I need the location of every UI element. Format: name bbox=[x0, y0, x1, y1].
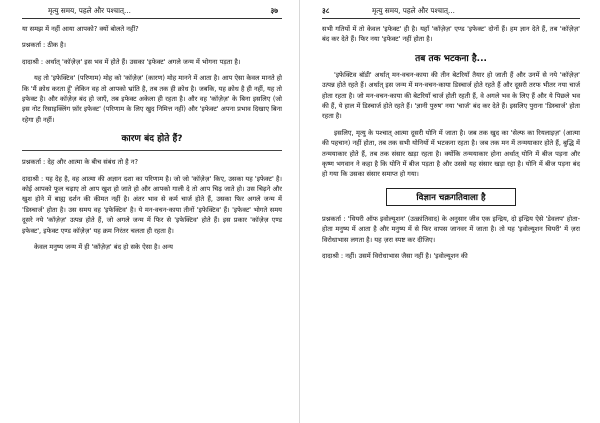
right-running-header bbox=[322, 6, 580, 19]
left-header-title: मृत्यु समय, पहले और पश्चात्... bbox=[48, 6, 131, 15]
paragraph: दादाश्री : यह देह है, वह आत्मा की अज्ञान दशा का परिणाम है। जो जो 'कॉज़ेज़' किए, उसका यह 'इफेक्ट' है। कोई आपको फूल चढ़ाए तो आप खुश हो जाते हो और आपको गाली दे तो आप चिढ़ जाते हो। उस चिढ़ने और खुश होने में बाह्य दर्शन की कीमत नहीं है। अंतर भाव से कर्म चार्ज होते हैं, उसका फिर अगले जन्म में 'डिस्चार्ज' होता है। उस समय वह 'इफेक्टिव' है। ये मन-वचन-काया तीनों 'इफेक्टिव' हैं। 'इफेक्ट' भोगते समय दूसरे नये 'कॉज़ेज़' उत्पन्न होते हैं, जो अगले जन्म में फिर से 'इफेक्टिव' होते हैं। इस प्रकार 'कॉज़ेज़ एण्ड इफेक्ट', इफेक्ट एण्ड कॉज़ेज़' यह क्रम निरंतर चलता ही रहता है। bbox=[22, 174, 282, 235]
right-header-title: मृत्यु समय, पहले और पश्चात्... bbox=[372, 6, 455, 15]
divider bbox=[22, 150, 282, 151]
left-page-number: ३७ bbox=[270, 6, 278, 15]
right-page-number: ३८ bbox=[322, 6, 330, 15]
section-heading: तब तक भटकना है... bbox=[415, 53, 487, 64]
paragraph: प्रश्नकर्ता : देह और आत्मा के बीच संबंध तो है न? bbox=[22, 158, 138, 167]
paragraph: दादाश्री : नहीं। उसमें विरोधाभास जैसा नहीं है। 'इवोल्यूशन की bbox=[322, 252, 468, 261]
paragraph: इसलिए, मृत्यु के पश्चात् आत्मा दूसरी योनि में जाता है। जब तक खुद का 'सेल्फ का रियलाइज़' (आत्मा की पहचान) नहीं होता, तब तक सभी योनियों में भटकना रहता है। जब तक मन में तन्मयाकार होते हैं, बुद्धि में तन्मयाकार होते हैं, तब तक संसार खड़ा रहता है। क्योंकि तन्मयाकार होना अर्थात् योनि में बीज पड़ना और कृष्ण भगवान ने कहा है कि योनि में बीज पड़ता है और उससे यह संसार खड़ा रहा है। योनि में बीज पड़ना बंद हो गया कि उसका संसार समाप्त हो गया। bbox=[322, 128, 580, 179]
section-heading: कारण बंद होते हैं? bbox=[121, 134, 183, 145]
paragraph: प्रश्नकर्ता : ठीक है। bbox=[22, 41, 67, 50]
paragraph: केवल मनुष्य जन्म में ही 'कॉज़ेज़' बंद हो सके ऐसा है। अन्य bbox=[34, 243, 173, 252]
paragraph: सभी गतियों में तो केवल 'इफेक्ट' ही है। यहाँ 'कॉज़ेज़' एण्ड 'इफेक्ट' दोनों हैं। हम ज्ञान देते हैं, तब 'कॉज़ेज़' बंद कर देते हैं। फिर नया 'इफेक्ट' नहीं होता है। bbox=[322, 25, 580, 44]
paragraph: या समझ में नहीं आया आपको? क्यों बोलते नहीं? bbox=[22, 25, 139, 33]
paragraph: दादाश्री : अर्थात् 'कॉज़ेज़' इस भव में होते हैं। उसका 'इफेक्ट' अगले जन्म में भोगना पड़ता है। bbox=[22, 57, 241, 66]
paragraph: प्रश्नकर्ता : 'थियरी ऑफ इवोल्यूशन' (उत्क्रांतिवाद) के अनुसार जीव एक इन्द्रिय, दो इन्द्रिय ऐसे 'डेवलप' होता-होता मनुष्य में आता है और मनुष्य में से फिर वापस जानवर में जाता है। तो यह 'इवोल्यूशन थियरी' में ज़रा विरोधाभास लगता है। यह ज़रा स्पष्ट कर दीजिए। bbox=[322, 214, 580, 244]
paragraph: यह तो 'इफेक्टिव' (परिणाम) मोह को 'कॉज़ेज़' (कारण) मोह मानने में आता है। आप ऐसा केवल मानते हो कि 'मैं क्रोध करता हूँ' लेकिन वह तो आपको भ्रांति है, तब तक ही क्रोध है। जबकि, यह क्रोध है ही नहीं, यह तो इफेक्ट है। और कॉज़ेज़ बंद हो जाएँ, तब इफेक्ट अकेला ही रहता है। और वह 'कॉज़ेज़' के बिना इसलिए (जो इस नोट रिसाइक्लिंग फ़ॉर इफेक्ट' (परिणाम के लिए खुद निमित्त नहीं) और 'इफेक्ट' अपना प्रभाव दिखाए बिना रहेगा ही नहीं। bbox=[22, 74, 282, 124]
right-page bbox=[300, 0, 600, 423]
paragraph: 'इफेक्टिव बॉडी' अर्थात् मन-वचन-काया की तीन बेटरियाँ तैयार हो जाती हैं और उनमें से नये 'कॉज़ेज़' उत्पन्न होते रहते हैं। अर्थात् इस जन्म में मन-वचन-काया डिस्चार्ज होते रहते हैं और दूसरी तरफ भीतर नया चार्ज होता रहता है। जो मन-वचन-काया की बेटरियाँ चार्ज होती रहती हैं, वे अगले भव के लिए हैं और ये पिछले भव की हैं, ये हाल में डिस्चार्ज होते रहते हैं। 'ज्ञानी पुरुष' नया 'चार्ज' बंद कर देते हैं। इसलिए पुराना 'डिस्चार्ज' होता रहता है। bbox=[322, 70, 580, 121]
boxed-section-heading: विज्ञान चक्रगतिवाला है bbox=[386, 188, 516, 206]
left-running-header bbox=[22, 6, 282, 19]
